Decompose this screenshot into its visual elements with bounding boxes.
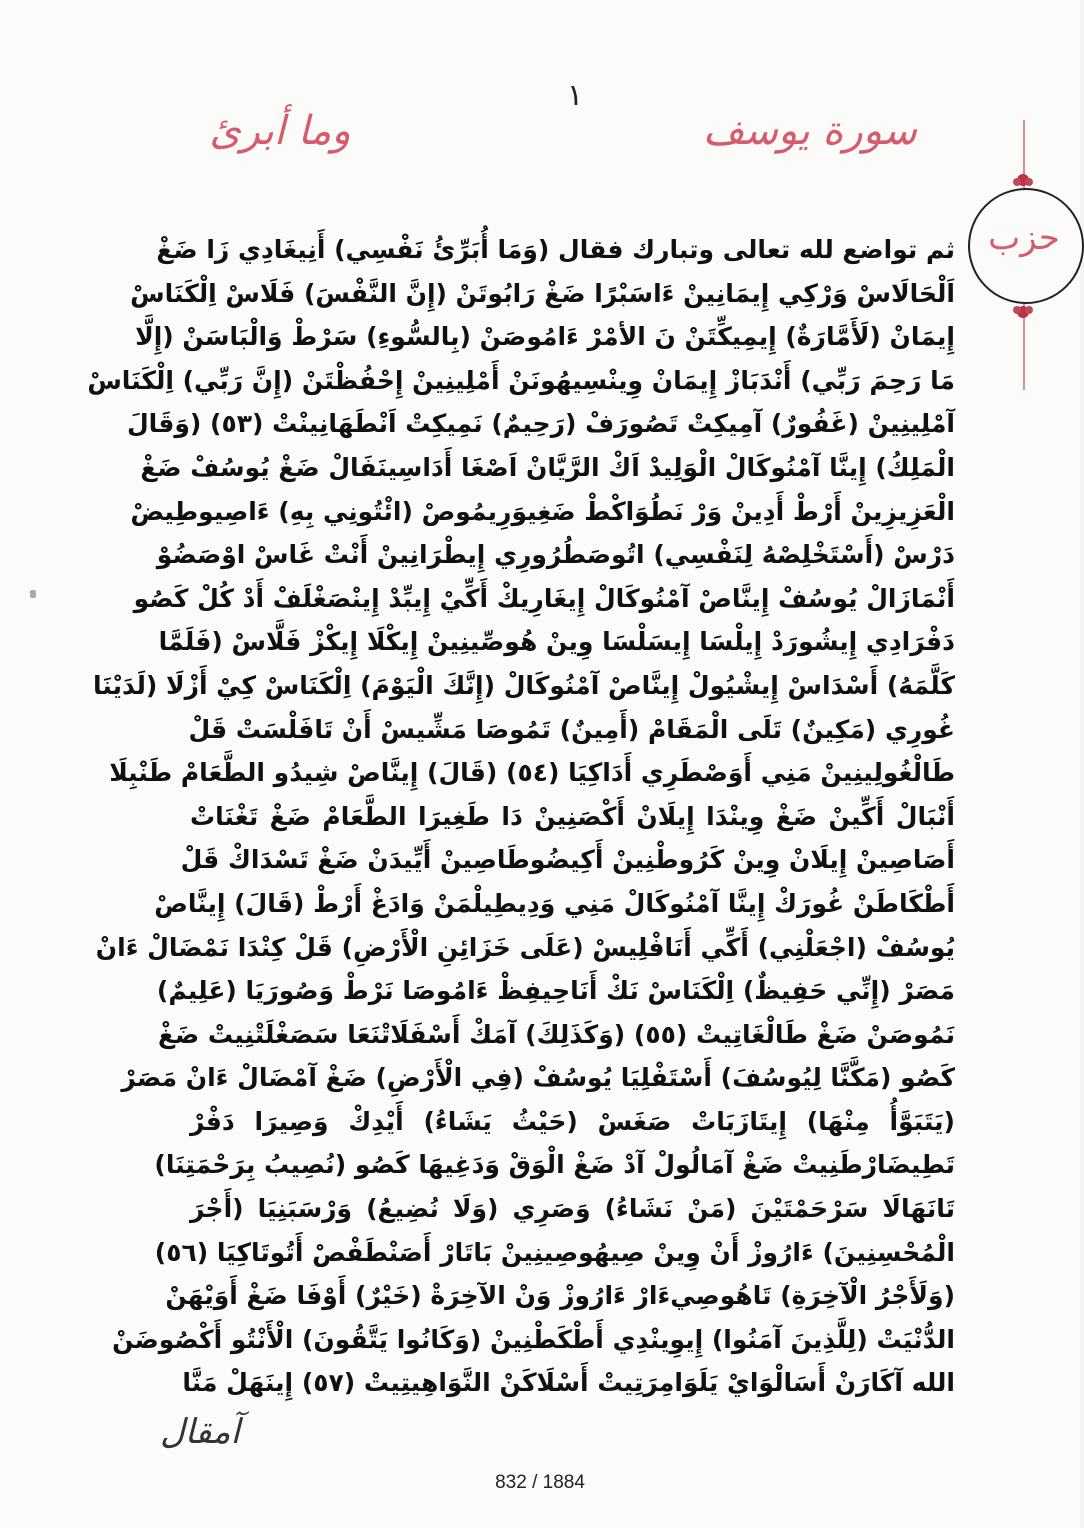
text-line: (وَلَأَجْرُ الْآخِرَةِ) تَاهُوصِيءَارْ ءَارُوزْ وَنْ الآخِرَةْ (خَيْرٌ) أَوْفَا ضَغْ أَوَيْهَنْ xyxy=(165,1281,955,1311)
text-line: آمْلِينِينْ (غَفُورٌ) آمِيكِتْ تَصُورَفْ (رَحِيمٌ) نَمِيكِتْ اَنْطَهَانِينْتْ (٥٣) (وَقَالَ xyxy=(126,409,955,439)
text-line: الله آكَارَنْ أَسَالْوَايْ يَلَوَامِرَتِيتْ أَسْلَاكَنْ النَّوَاهِيتِيتْ (٥٧) إِينَهَلْ مَنَّا xyxy=(182,1368,955,1398)
text-line: غُورِي (مَكِينٌ) تَلَى الْمَقَامْ (أَمِينٌ) تَمُوصَا مَشِّيسْ أَنْ تَافَلْسَتْ قَلْ xyxy=(188,714,955,744)
text-line: كَلَّمَهُ) أَسْدَاسْ إِيشْيُولْ إِينَّاصْ آمْنُوكَالْ (إِنَّكَ الْيَوْمَ) اِلْكَنَاسْ كِيْ أَزْلَا (لَدَيْنَا xyxy=(93,670,955,700)
text-line: أَنْبَالْ أَكِّينْ ضَغْ وِينْدَا إِيلَانْ أَكْصَنِينْ دَا طَغِيرَا الطَّعَامْ ضَغْ تَغْنَاتْ xyxy=(190,801,955,831)
text-line: دَفْرَادِي إِيشُورَدْ إِيلْسَا إِيسَلْسَا وِينْ هُوصِّينِينْ إِيكْلَا إِيكْزْ فَلَّاسْ (فَلَمَّا xyxy=(158,627,955,657)
header-section-title: وما أبرئ xyxy=(209,108,351,154)
catchword: آمقال xyxy=(160,1412,240,1452)
text-line: اَلْحَالَاسْ وَرْكِي إِيمَانِينْ ءَاسَبْرًا ضَغْ رَابُوتَنْ (إِنَّ النَّفْسَ) فَلَاسْ اِلْكَنَاسْ xyxy=(130,278,955,308)
header-surah-title: سورة يوسف xyxy=(703,108,917,154)
hizb-label: حزب xyxy=(988,218,1060,258)
text-line: يُوسُفْ (اجْعَلْنِي) أَكِّي أَنَافْلِيسْ (عَلَى خَزَائِنِ الْأَرْضِ) قَلْ كِنْدَا نَمْضَالْ ءَانْ xyxy=(95,932,955,962)
text-line: مَا رَحِمَ رَبِّي) أَنْدَبَازْ إِيمَانْ وِينْسِيهُونَنْ أَمْلِينِينْ إِحْفُظْتَنْ (إِنَّ رَبِّي) اِلْكَنَاسْ xyxy=(87,365,955,395)
text-line: دَرْسْ (أَسْتَخْلِصْهُ لِنَفْسِي) اتُوصَطُرُورِي إِيطْرَانِينْ أَنْتْ غَاسْ اوْصَضُوْ xyxy=(156,540,955,570)
text-line: الدُّنْيَتْ (لِلَّذِينَ آمَنُوا) إِيوِينْدِي أَطْكَطْنِينْ (وَكَانُوا يَتَّقُونَ) الْأَنْتُو أَكْصُوضَنْ xyxy=(112,1324,955,1354)
tafsir-text-body xyxy=(87,228,955,1405)
flower-ornament-icon xyxy=(1008,304,1038,324)
text-line: طَالْغُولِينِينْ مَنِي أَوَصْطَرِي أَدَاكِيَا (٥٤) (قَالَ) إِينَّاصْ شِيدُو الطَّعَامْ طَنْبِلَا xyxy=(109,758,955,788)
text-line: تَطِيضَارْطَنِيتْ ضَغْ آمَالُولْ آدْ ضَغْ الْوَقْ وَدَغِيهَا كَصُو (نُصِيبُ بِرَحْمَتِنَا) xyxy=(154,1150,955,1180)
text-line: أَنْمَازَالْ يُوسُفْ إِينَّاصْ آمْنُوكَالْ إِيغَارِيكْ أَكِّيْ إِيبِّدْ إِينْصَغْلَفْ أَدْ كُلْ كَصُو xyxy=(133,583,955,613)
page-counter: 832 / 1884 xyxy=(495,1472,585,1493)
text-line: كَصُو (مَكَّنَّا لِيُوسُفَ) أَسْتَفْلِيَا يُوسُفْ (فِي الْأَرْضِ) ضَغْ آمْضَالْ ءَانْ مَصَرْ xyxy=(121,1063,955,1093)
text-line: نَمُوصَنْ ضَغْ طَالْغَاتِيتْ (٥٥) (وَكَذَلِكَ) آمَكْ أَسْفَلَاتْنَعَا سَصَغْلَتْنِيتْ ضَغْ xyxy=(157,1019,955,1049)
text-line: (يَتَبَوَّأُ مِنْهَا) إِيتَازَبَاتْ صَغَسْ (حَيْثُ يَشَاءُ) أَيْدِكْ وَصِيرَا دَفْرْ xyxy=(190,1106,955,1136)
flower-ornament-icon xyxy=(1008,168,1038,188)
text-line: أَصَاصِينْ إِيلَانْ وِينْ كَرُوطْنِينْ أَكِيضُوطَاصِينْ أَيِّيدَنْ ضَغْ تَسْدَاكْ قَلْ xyxy=(180,845,955,875)
page-number: ١ xyxy=(566,78,584,113)
scan-speck xyxy=(30,590,36,598)
text-line: الْعَزِيزِينْ أَرْطْ أَدِينْ وَرْ نَطُوَاكْطْ ضَغِيوَرِيمُوصْ (ائْتُونِي بِهِ) ءَاصِيوطِيضْ xyxy=(130,496,955,526)
text-line: مَصَرْ (إِنِّي حَفِيظٌ) اِلْكَنَاسْ نَكْ أَنَاحِيفِظْ ءَامُوصَا نَرْطْ وَصُورَيَا (عَلِيمٌ) xyxy=(156,976,955,1006)
text-line: إِيمَانْ (لَأَمَّارَةٌ) إِيمِيكِّتَنْ نَ الأمْرْ ءَامُوصَنْ (بِالسُّوءِ) سَرْطْ وَالْبَاسَنْ (إِلَّا xyxy=(135,322,955,352)
text-line: تَانَهَالَا سَرْحَمْتَيْنَ (مَنْ نَشَاءُ) وَصَرِي (وَلَا نُضِيعُ) وَرْسَبَنِيَا (أَجْرَ xyxy=(190,1194,955,1224)
text-line: الْمُحْسِنِينَ) ءَارُوزْ أَنْ وِينْ صِيهُوصِينِينْ بَاتَارْ أَصَنْطَفْصْ أَتُوتَاكِيَا (٥٦) xyxy=(154,1237,955,1267)
text-line: أَطْكَاطَنْ غُورَكْ إِينَّا آمْنُوكَالْ مَنِي وَدِيطِيلْمَنْ وَادَغْ أَرْطْ (قَالَ) إِينَّاصْ xyxy=(154,888,955,918)
text-line: ثم تواضع لله تعالى وتبارك فقال (وَمَا أُبَرِّئُ نَفْسِي) أَنِيغَادِي زَا ضَغْ xyxy=(156,235,955,264)
text-line: الْمَلِكُ) إِينَّا آمْنُوكَالْ الْوَلِيدْ اَكْ الرَّيَّانْ اَصْغَا أَدَاسِينَفَالْ ضَغْ يُوسُفْ ضَغْ xyxy=(140,452,955,482)
